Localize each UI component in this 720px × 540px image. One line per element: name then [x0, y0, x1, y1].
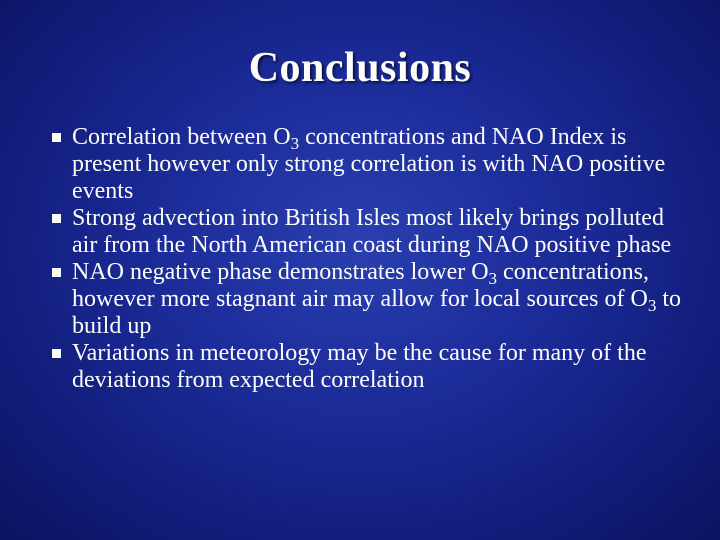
bullet-item [50, 340, 690, 394]
bullet-text-segment: Variations in meteorology may be the cause for many of the deviations from expected correlation [72, 340, 647, 393]
bullet-text [72, 205, 671, 258]
bullet-list [50, 124, 690, 394]
bullet-text-segment: Strong advection into British Isles most likely brings polluted air from the North American coast during NAO positive phase [72, 205, 672, 258]
bullet-text-segment: concentrations, however more stagnant air may allow for local sources of O [72, 259, 649, 312]
bullet-item [50, 205, 690, 259]
square-bullet-icon [52, 214, 61, 223]
square-bullet-icon [52, 268, 61, 277]
bullet-text-segment: Correlation between O [72, 124, 291, 150]
slide-title: Conclusions [248, 45, 472, 91]
subscript: 3 [488, 269, 498, 288]
bullet-text [72, 340, 647, 393]
bullet-text-segment: to build up [72, 286, 681, 339]
bullet-text-segment: NAO negative phase demonstrates lower O [72, 259, 489, 285]
bullet-text [72, 259, 681, 339]
bullet-item [50, 259, 690, 340]
square-bullet-icon [52, 133, 61, 142]
bullet-text [72, 124, 665, 204]
bullet-text-segment: concentrations and NAO Index is present however only strong correlation is with NAO positive events [72, 124, 666, 204]
bullet-item [50, 124, 690, 205]
subscript: 3 [647, 296, 657, 315]
square-bullet-icon [52, 349, 61, 358]
subscript: 3 [290, 134, 300, 153]
